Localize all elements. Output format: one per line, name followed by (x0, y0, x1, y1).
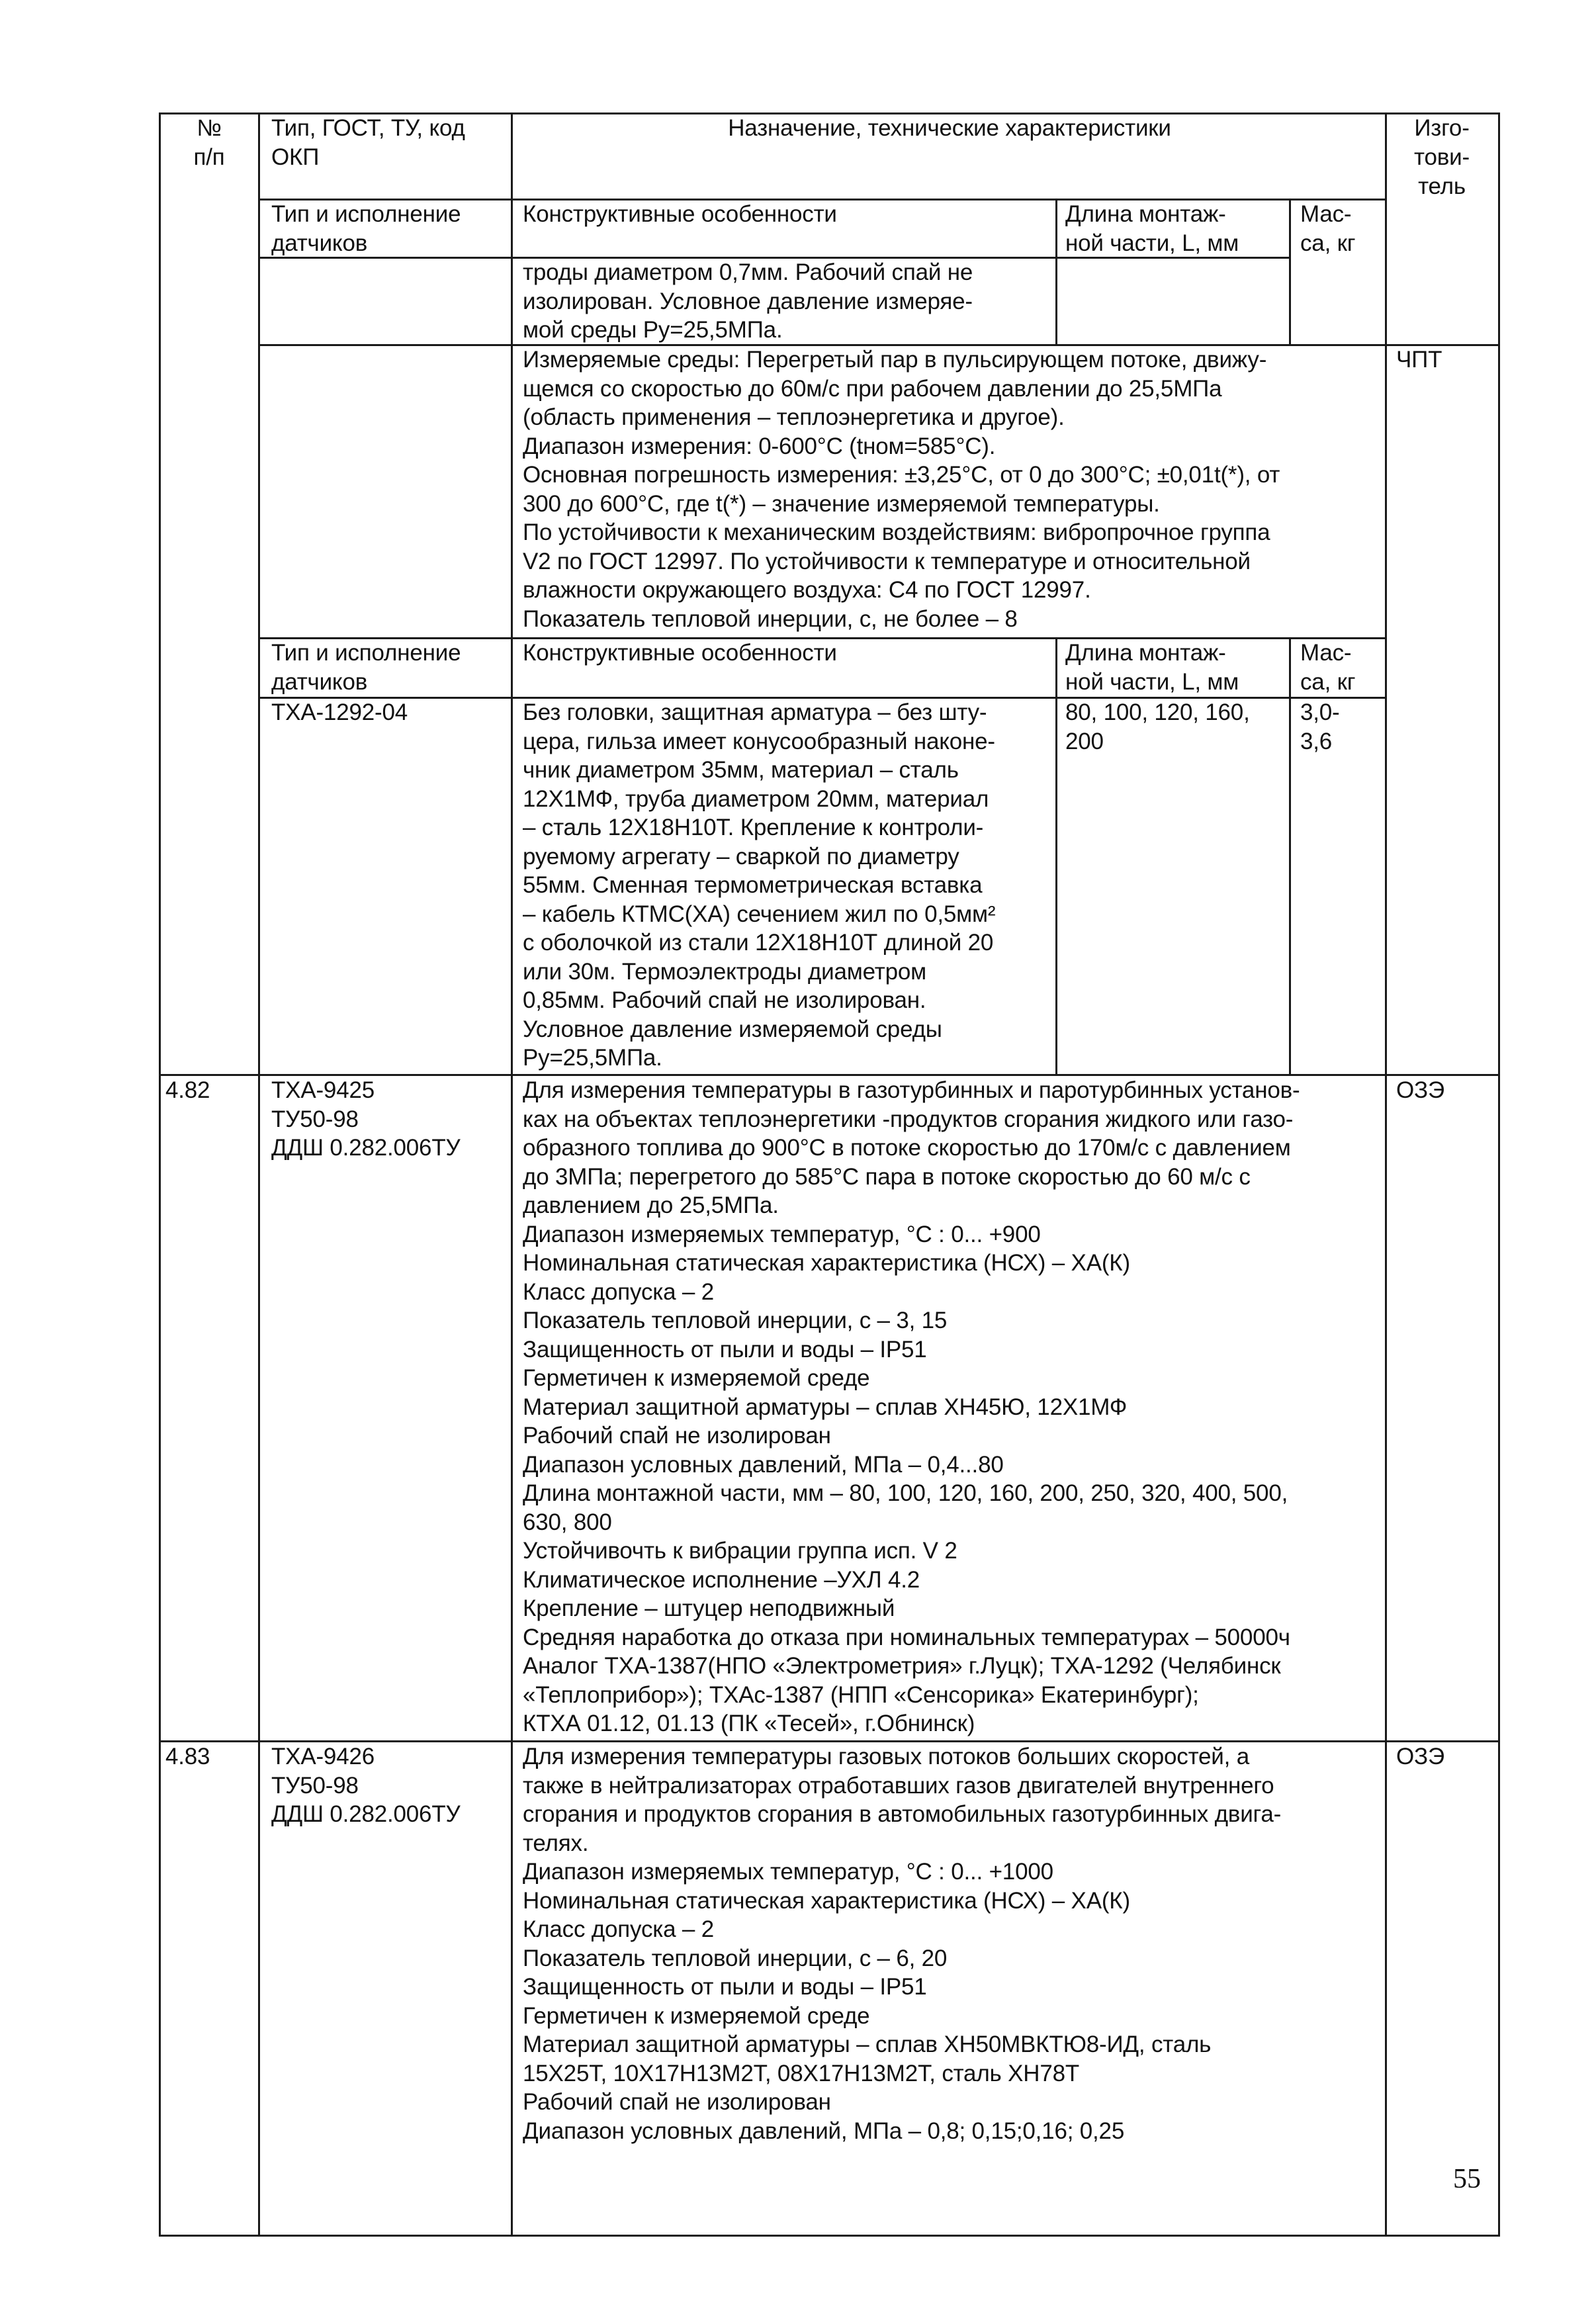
row-482-maker: ОЗЭ (1396, 1077, 1444, 1103)
row-483-maker: ОЗЭ (1396, 1744, 1444, 1769)
table-border-bottom (159, 2235, 1500, 2237)
header-number: № п/п (193, 115, 225, 170)
header-mass: Мас- са, кг (1300, 201, 1356, 256)
row-483-number: 4.83 (165, 1744, 210, 1769)
col-divider-2 (511, 112, 513, 2237)
cht-maker: ЧПТ (1396, 347, 1442, 373)
cht-design: Без головки, защитная арматура – без шту- цера, гильза имеет конусообразный наконе- чник диаметром 35мм, материал – сталь 12Х1МФ, труба диаметром 20мм, материал – сталь 12Х18Н10Т. Крепление к контроли- руемому агрегату – сваркой по диаметру 55мм. Сменная термометрическая вставка – кабель КТМС(ХА) сечением жил по 0,5мм² с оболочкой из стали 12Х18Н10Т длиной 20 или 30м. Термоэлектроды диаметром 0,85мм. Рабочий спай не изолирован. Условное давление измеряемой среды Ру=25,5МПа. (523, 699, 996, 1071)
cht-mass: 3,0- 3,6 (1300, 699, 1340, 754)
continuation-design: троды диаметром 0,7мм. Рабочий спай не изолирован. Условное давление измеряе- мой среды Ру=25,5МПа. (523, 259, 973, 343)
row-483-type: ТХА-9426 ТУ50-98 ДДШ 0.282.006ТУ (271, 1744, 461, 1827)
page-number: 55 (1453, 2164, 1481, 2194)
col-divider-length-2 (1055, 637, 1057, 1074)
header-type: Тип, ГОСТ, ТУ, код ОКП (271, 115, 465, 170)
col-divider-maker (1385, 112, 1387, 2237)
cht-length: 80, 100, 120, 160, 200 (1065, 699, 1250, 754)
col-divider-length (1055, 199, 1057, 344)
cht-design-header: Конструктивные особенности (523, 640, 837, 666)
header-sensor-type: Тип и исполнение датчиков (271, 201, 461, 256)
table-border-left (159, 112, 161, 2237)
cht-mass-header: Мас- са, кг (1300, 640, 1356, 695)
col-divider-1 (258, 112, 260, 2237)
cht-model: ТХА-1292-04 (271, 699, 408, 725)
table-border-right (1498, 112, 1500, 2237)
header-length: Длина монтаж- ной части, L, мм (1065, 201, 1239, 256)
cht-length-header: Длина монтаж- ной части, L, мм (1065, 640, 1239, 695)
header-maker: Изго- тови- тель (1414, 115, 1470, 199)
row-482-text: Для измерения температуры в газотурбинных и паротурбинных установ- ках на объектах теплоэнергетики -продуктов сгорания жидкого или газо- образного топлива до 900°С в потоке скоростью до 170м/с с давлением до 3МПа; перегретого до 585°С пара в потоке скоростью до 60 м/с с давлением до 25,5МПа. Диапазон измеряемых температур, °С : 0... +900 Номинальная статическая характеристика (НСХ) – ХА(К) Класс допуска – 2 Показатель тепловой инерции, с – 3, 15 Защищенность от пыли и воды – IP51 Герметичен к измеряемой среде Материал защитной арматуры – сплав ХН45Ю, 12Х1МФ Рабочий спай не изолирован Диапазон условных давлений, МПа – 0,4...80 Длина монтажной части, мм – 80, 100, 120, 160, 200, 250, 320, 400, 500, 630, 800 Устойчивочть к вибрации группа исп. V 2 Климатическое исполнение –УХЛ 4.2 Крепление – штуцер неподвижный Средняя наработка до отказа при номинальных температурах – 50000ч Аналог ТХА-1387(НПО «Электрометрия» г.Луцк); ТХА-1292 (Челябинск «Теплоприбор»); ТХАс-1387 (НПП «Сенсорика» Екатеринбург); КТХА 01.12, 01.13 (ПК «Тесей», г.Обнинск) (523, 1077, 1300, 1736)
col-divider-mass-2 (1289, 637, 1291, 1074)
row-482-type: ТХА-9425 ТУ50-98 ДДШ 0.282.006ТУ (271, 1077, 461, 1161)
cht-purpose: Измеряемые среды: Перегретый пар в пульсирующем потоке, движу- щемся со скоростью до 60м/с при рабочем давлении до 25,5МПа (область применения – теплоэнергетика и другое). Диапазон измерения: 0-600°С (tном=585°С). Основная погрешность измерения: ±3,25°С, от 0 до 300°С; ±0,01t(*), от 300 до 600°С, где t(*) – значение измеряемой температуры. По устойчивости к механическим воздействиям: вибропрочное группа V2 по ГОСТ 12997. По устойчивости к температуре и относительной влажности окружающего воздуха: С4 по ГОСТ 12997. Показатель тепловой инерции, с, не более – 8 (523, 347, 1280, 632)
row-483-text: Для измерения температуры газовых потоков больших скоростей, а также в нейтрализаторах отработавших газов двигателей внутреннего сгорания и продуктов сгорания в автомобильных газотурбинных двига- телях. Диапазон измеряемых температур, °С : 0... +1000 Номинальная статическая характеристика (НСХ) – ХА(К) Класс допуска – 2 Показатель тепловой инерции, с – 6, 20 Защищенность от пыли и воды – IP51 Герметичен к измеряемой среде Материал защитной арматуры – сплав ХН50МВКТЮ8-ИД, сталь 15Х25Т, 10Х17Н13М2Т, 08Х17Н13М2Т, сталь ХН78Т Рабочий спай не изолирован Диапазон условных давлений, МПа – 0,8; 0,15;0,16; 0,25 (523, 1744, 1282, 2144)
header-design: Конструктивные особенности (523, 201, 837, 227)
row-482-number: 4.82 (165, 1077, 210, 1103)
header-purpose: Назначение, технические характеристики (728, 115, 1171, 141)
col-divider-mass (1289, 199, 1291, 344)
cht-sensor-type: Тип и исполнение датчиков (271, 640, 461, 695)
